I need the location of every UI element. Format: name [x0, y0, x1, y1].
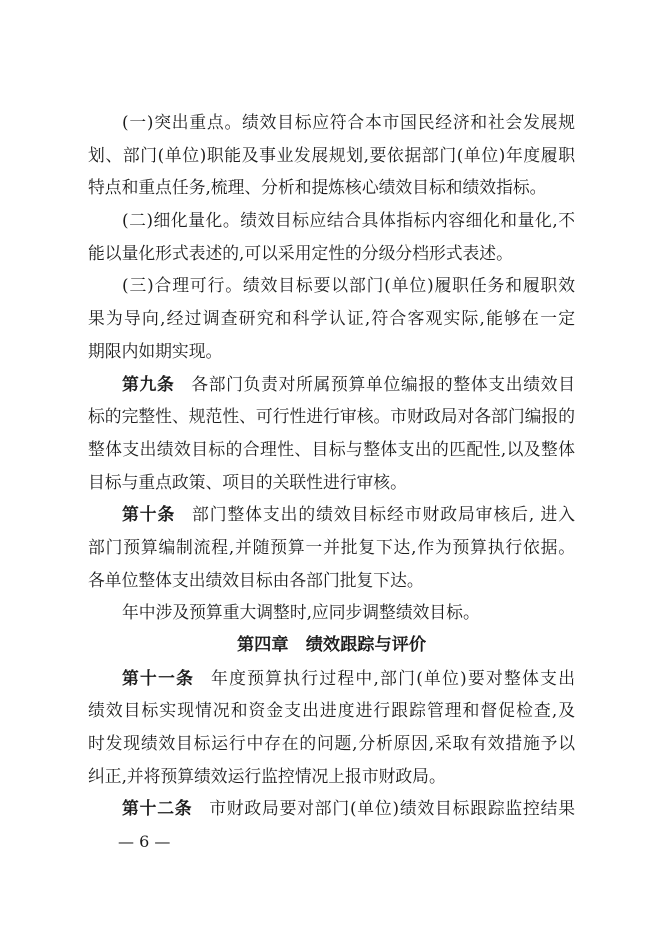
text-line: (一)突出重点。绩效目标应符合本市国民经济和社会发展规: [122, 112, 575, 132]
paragraph-1: [88, 106, 575, 204]
paragraph-adjustment: [88, 596, 575, 629]
text-line: 纠正,并将预算绩效运行监控情况上报市财政局。: [88, 765, 446, 786]
text-line: 标的完整性、规范性、可行性进行审核。市财政局对各部门编报的: [88, 406, 575, 427]
text-line: 绩效目标实现情况和资金支出进度进行跟踪管理和督促检查,及: [88, 700, 575, 721]
text-line: 期限内如期实现。: [88, 340, 223, 361]
page-number: — 6 —: [118, 832, 171, 851]
article-label: 第十二条: [122, 798, 193, 819]
text-line-content: 部门整体支出的绩效目标经市财政局审核后, 进入: [192, 504, 575, 525]
text-line-content: 市财政局要对部门(单位)绩效目标跟踪监控结果: [209, 798, 575, 819]
article-label: 第九条: [122, 373, 175, 394]
chapter-number: 第四章: [236, 635, 289, 655]
text-line: [88, 792, 575, 825]
chapter-title: 绩效跟踪与评价: [305, 635, 427, 655]
chapter-heading: [88, 629, 575, 662]
article-label: 第十条: [122, 504, 176, 525]
text-line-content: 各部门负责对所属预算单位编报的整体支出绩效目: [191, 373, 575, 394]
article-11: [88, 662, 575, 793]
paragraph-3: [88, 269, 575, 367]
text-line: 目标与重点政策、项目的关联性进行审核。: [88, 471, 407, 492]
text-line: 特点和重点任务,梳理、分析和提炼核心绩效目标和绩效指标。: [88, 177, 547, 198]
article-10: [88, 498, 575, 596]
text-line: 能以量化形式表述的,可以采用定性的分级分档形式表述。: [88, 242, 513, 263]
text-line-content: 年度预算执行过程中,部门(单位)要对整体支出: [211, 667, 575, 688]
text-line: [88, 498, 575, 531]
text-line: 各单位整体支出绩效目标由各部门批复下达。: [88, 569, 424, 590]
text-line: 整体支出绩效目标的合理性、目标与整体支出的匹配性,以及整体: [88, 438, 575, 459]
article-9: [88, 368, 575, 499]
text-line: [88, 662, 575, 695]
document-body: [88, 106, 575, 825]
article-12: [88, 792, 575, 825]
article-label: 第十一条: [122, 667, 195, 688]
paragraph-2: [88, 204, 575, 269]
text-line: 年中涉及预算重大调整时,应同步调整绩效目标。: [122, 602, 480, 623]
text-line: 部门预算编制流程,并随预算一并批复下达,作为预算执行依据。: [88, 536, 575, 557]
text-line: 划、部门(单位)职能及事业发展规划,要依据部门(单位)年度履职: [88, 144, 575, 165]
text-line: 时发现绩效目标运行中存在的问题,分析原因,采取有效措施予以: [88, 733, 575, 754]
text-line: (二)细化量化。绩效目标应结合具体指标内容细化和量化,不: [122, 210, 575, 231]
text-line: (三)合理可行。绩效目标要以部门(单位)履职任务和履职效: [122, 275, 575, 296]
text-line: 果为导向,经过调查研究和科学认证,符合客观实际,能够在一定: [88, 308, 575, 329]
text-line: [88, 368, 575, 401]
